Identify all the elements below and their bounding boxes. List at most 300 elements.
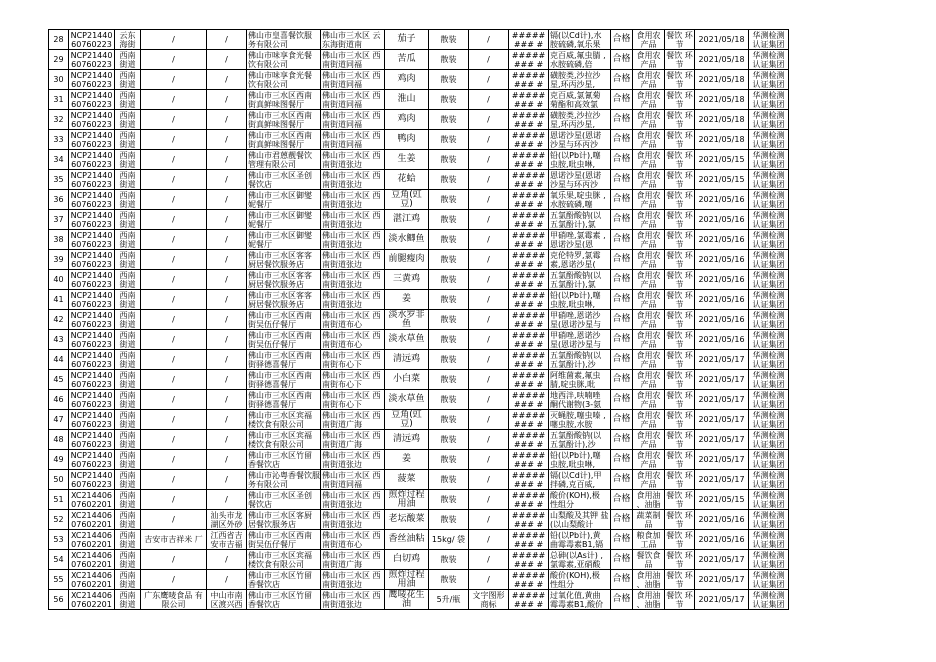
testing-agency-cell: 华测检测 认证集团 <box>749 90 789 110</box>
sampling-stage-cell: 餐饮 环节 <box>666 150 693 169</box>
row-number-cell: 42 <box>49 310 69 330</box>
sampled-unit-name-cell: 佛山市三水区圣创 餐饮店 <box>247 490 321 510</box>
manufacturer-name-cell: / <box>141 290 207 310</box>
production-date-cell: ######## # <box>509 510 549 530</box>
sampling-stage-cell: 餐饮 环节 <box>666 410 693 429</box>
production-date-cell: ######## # <box>509 30 549 50</box>
result-cell: 合格 <box>611 370 633 390</box>
manufacturer-name-cell: / <box>141 190 207 210</box>
manufacturer-address-cell: / <box>207 190 247 210</box>
test-items-cell: 五氯酚酸钠(以 五氯酚计),沙 <box>549 430 611 450</box>
sampling-date-cell: 2021/05/15 <box>695 170 749 190</box>
food-category-cell: 食用农 产品 <box>633 390 665 410</box>
manufacturer-address-cell: / <box>207 370 247 390</box>
sampling-date-cell: 2021/05/18 <box>695 90 749 110</box>
row-number-cell: 40 <box>49 270 69 290</box>
manufacturer-address-cell: / <box>207 230 247 250</box>
production-date-cell: ######## # <box>509 110 549 130</box>
manufacturer-address-cell: / <box>207 210 247 230</box>
production-date-cell: ######## # <box>509 50 549 70</box>
food-category-cell: 食用油 、油脂 <box>633 490 665 510</box>
production-date-cell: ######## # <box>509 470 549 490</box>
result-cell: 合格 <box>611 290 633 310</box>
food-category-cell: 食用农 产品 <box>633 230 665 250</box>
manufacturer-name-cell: / <box>141 90 207 110</box>
district-cell: 西南 街道 <box>115 230 141 250</box>
specification-cell: 散装 <box>429 290 469 310</box>
sample-name-cell: 淮山 <box>385 90 429 110</box>
testing-agency-cell: 华测检测 认证集团 <box>749 170 789 190</box>
manufacturer-address-cell: / <box>207 90 247 110</box>
result-cell: 合格 <box>611 230 633 250</box>
sample-code-cell: NCP21440 60760223 <box>69 450 115 470</box>
production-date-cell: ######## # <box>509 450 549 470</box>
result-cell: 合格 <box>611 530 633 550</box>
sample-code-cell: XC214406 07602201 <box>69 510 115 530</box>
food-category-cell: 食用农 产品 <box>633 430 665 450</box>
specification-cell: 散装 <box>429 430 469 450</box>
row-number-cell: 29 <box>49 50 69 70</box>
test-items-cell: 克百威,氯氰菊 菊酯和高效氯 <box>549 90 611 110</box>
sampled-unit-address-cell: 佛山市三水区 西南街道张边 <box>321 170 385 190</box>
food-category-cell: 食用农 产品 <box>633 90 665 110</box>
food-category-cell: 食用农 产品 <box>633 210 665 230</box>
specification-cell: 散装 <box>429 470 469 490</box>
table-row <box>49 230 789 250</box>
table-row <box>49 330 789 350</box>
row-number-cell: 53 <box>49 530 69 550</box>
sample-code-cell: XC214406 07602201 <box>69 550 115 570</box>
table-row <box>49 310 789 330</box>
trademark-cell: / <box>469 570 509 590</box>
trademark-cell: / <box>469 210 509 230</box>
manufacturer-address-cell: / <box>207 430 247 450</box>
food-category-cell: 食用农 产品 <box>633 270 665 290</box>
manufacturer-name-cell: / <box>141 370 207 390</box>
manufacturer-address-cell: / <box>207 270 247 290</box>
sampling-stage-cell: 餐饮 环节 <box>666 550 693 569</box>
manufacturer-address-cell: / <box>207 410 247 430</box>
district-cell: 西南 街道 <box>115 270 141 290</box>
sampled-unit-address-cell: 佛山市三水区 西南街道布心 <box>321 530 385 550</box>
sampled-unit-name-cell: 佛山市三水区西南 街真鲜味图餐厅 <box>247 110 321 130</box>
manufacturer-address-cell: / <box>207 170 247 190</box>
test-items-cell: 磺胺类,沙拉沙 星,环丙沙星, <box>549 110 611 130</box>
table-row <box>49 270 789 290</box>
food-category-cell: 餐饮食 品 <box>633 550 665 570</box>
testing-agency-cell: 华测检测 认证集团 <box>749 230 789 250</box>
test-items-cell: 恩诺沙星(恩诺 沙星与环丙沙 <box>549 170 611 190</box>
specification-cell: 散装 <box>429 310 469 330</box>
trademark-cell: / <box>469 230 509 250</box>
specification-cell: 散装 <box>429 170 469 190</box>
sampling-date-cell: 2021/05/16 <box>695 290 749 310</box>
trademark-cell: / <box>469 370 509 390</box>
manufacturer-name-cell: / <box>141 250 207 270</box>
specification-cell: 散装 <box>429 210 469 230</box>
sampled-unit-name-cell: 佛山市三水区西南 街吴伍仔餐厅 <box>247 310 321 330</box>
sampling-stage-cell: 餐饮 环节 <box>666 530 693 549</box>
table-row <box>49 350 789 370</box>
sample-name-cell: 淡水罗非 鱼 <box>385 310 429 330</box>
test-items-cell: 总砷(以As计) ,氯霉素,亚硝酸 <box>549 550 611 570</box>
result-cell: 合格 <box>611 430 633 450</box>
testing-agency-cell: 华测检测 认证集团 <box>749 530 789 550</box>
manufacturer-name-cell: / <box>141 350 207 370</box>
sampling-stage-cell: 餐饮 环节 <box>666 270 693 289</box>
test-items-cell: 过氧化值,黄曲 霉毒素B1,酸价 <box>549 590 611 610</box>
sample-name-cell: 鹰唛花生 油 <box>385 590 429 610</box>
manufacturer-name-cell: / <box>141 150 207 170</box>
specification-cell: 散装 <box>429 510 469 530</box>
test-items-cell: 阿维菌素,氟虫 腈,啶虫脒,吡 <box>549 370 611 390</box>
sampling-date-cell: 2021/05/17 <box>695 450 749 470</box>
trademark-cell: 文字图形 商标 <box>469 590 509 610</box>
sampled-unit-name-cell: 佛山市三水区西南 街吴伍仔餐厅 <box>247 530 321 550</box>
sampling-date-cell: 2021/05/15 <box>695 490 749 510</box>
sample-name-cell: 煎炸过程 用油 <box>385 570 429 590</box>
sampling-date-cell: 2021/05/17 <box>695 410 749 430</box>
sampled-unit-name-cell: 佛山市三水区御燮 妮餐厅 <box>247 190 321 210</box>
row-number-cell: 49 <box>49 450 69 470</box>
result-cell: 合格 <box>611 550 633 570</box>
table-row <box>49 590 789 610</box>
sample-code-cell: NCP21440 60760223 <box>69 190 115 210</box>
production-date-cell: ######## # <box>509 430 549 450</box>
sample-code-cell: NCP21440 60760223 <box>69 150 115 170</box>
sampling-stage-cell: 餐饮 环节 <box>666 250 693 269</box>
sampled-unit-name-cell: 佛山市皇喜餐饮服 务有限公司 <box>247 30 321 50</box>
specification-cell: 散装 <box>429 50 469 70</box>
sampled-unit-address-cell: 佛山市三水区 西南街道张边 <box>321 270 385 290</box>
specification-cell: 5升/瓶 <box>429 590 469 610</box>
manufacturer-address-cell: / <box>207 130 247 150</box>
table-row <box>49 390 789 410</box>
test-items-cell: 克伦特罗,氯霉 素,恩诺沙星( <box>549 250 611 270</box>
sample-code-cell: NCP21440 60760223 <box>69 410 115 430</box>
district-cell: 西南 街道 <box>115 330 141 350</box>
production-date-cell: ######## # <box>509 390 549 410</box>
district-cell: 西南 街道 <box>115 590 141 610</box>
specification-cell: 散装 <box>429 30 469 50</box>
result-cell: 合格 <box>611 590 633 610</box>
sampling-date-cell: 2021/05/16 <box>695 530 749 550</box>
sampling-date-cell: 2021/05/18 <box>695 70 749 90</box>
table-row <box>49 470 789 490</box>
row-number-cell: 52 <box>49 510 69 530</box>
sampling-date-cell: 2021/05/17 <box>695 590 749 610</box>
sampled-unit-address-cell: 佛山市三水区 云东海街道南 <box>321 30 385 50</box>
inspection-results-table <box>48 29 789 610</box>
sampled-unit-address-cell: 佛山市三水区 西南街道广海 <box>321 550 385 570</box>
sampling-date-cell: 2021/05/18 <box>695 110 749 130</box>
food-category-cell: 食用农 产品 <box>633 350 665 370</box>
sampling-stage-cell: 餐饮 环节 <box>666 510 693 529</box>
sample-name-cell: 白切鸡 <box>385 550 429 570</box>
test-items-cell: 氧乐果,啶虫脒 ,水胺硫磷,噻 <box>549 190 611 210</box>
sampled-unit-address-cell: 佛山市三水区 西南街布心下 <box>321 350 385 370</box>
sample-code-cell: NCP21440 60760223 <box>69 210 115 230</box>
sampled-unit-name-cell: 佛山市三水区西南 街吴伍仔餐厅 <box>247 330 321 350</box>
sampled-unit-name-cell: 佛山市三水区竹留 香餐饮店 <box>247 590 321 610</box>
sampling-date-cell: 2021/05/16 <box>695 270 749 290</box>
test-items-cell: 五氯酚酸钠(以 五氯酚计),氯 <box>549 210 611 230</box>
sample-name-cell: 小白菜 <box>385 370 429 390</box>
trademark-cell: / <box>469 390 509 410</box>
row-number-cell: 48 <box>49 430 69 450</box>
trademark-cell: / <box>469 430 509 450</box>
manufacturer-address-cell: 中山市南 区渡兴西 <box>207 590 247 610</box>
trademark-cell: / <box>469 350 509 370</box>
result-cell: 合格 <box>611 190 633 210</box>
district-cell: 西南 街道 <box>115 530 141 550</box>
result-cell: 合格 <box>611 270 633 290</box>
production-date-cell: ######## # <box>509 370 549 390</box>
testing-agency-cell: 华测检测 认证集团 <box>749 350 789 370</box>
sample-name-cell: 煎炸过程 用油 <box>385 490 429 510</box>
sampling-stage-cell: 餐饮 环节 <box>666 490 693 509</box>
manufacturer-name-cell: / <box>141 430 207 450</box>
manufacturer-address-cell: / <box>207 350 247 370</box>
manufacturer-name-cell: / <box>141 30 207 50</box>
district-cell: 西南 街道 <box>115 490 141 510</box>
production-date-cell: ######## # <box>509 70 549 90</box>
production-date-cell: ######## # <box>509 130 549 150</box>
table-row <box>49 510 789 530</box>
manufacturer-address-cell: 汕头市龙 湖区外砂 <box>207 510 247 530</box>
specification-cell: 散装 <box>429 110 469 130</box>
result-cell: 合格 <box>611 490 633 510</box>
testing-agency-cell: 华测检测 认证集团 <box>749 290 789 310</box>
result-cell: 合格 <box>611 50 633 70</box>
testing-agency-cell: 华测检测 认证集团 <box>749 130 789 150</box>
sampled-unit-name-cell: 佛山市三水区西南 街驿德喜餐厅 <box>247 350 321 370</box>
district-cell: 云东 海街 <box>115 30 141 50</box>
table-row <box>49 30 789 50</box>
specification-cell: 散装 <box>429 190 469 210</box>
sampled-unit-name-cell: 佛山市三水区竹留 香餐饮店 <box>247 570 321 590</box>
specification-cell: 散装 <box>429 570 469 590</box>
food-category-cell: 食用油 、油脂 <box>633 570 665 590</box>
sampling-date-cell: 2021/05/18 <box>695 50 749 70</box>
trademark-cell: / <box>469 410 509 430</box>
manufacturer-name-cell: / <box>141 270 207 290</box>
district-cell: 西南 街道 <box>115 430 141 450</box>
table-row <box>49 50 789 70</box>
food-category-cell: 食用农 产品 <box>633 250 665 270</box>
trademark-cell: / <box>469 250 509 270</box>
manufacturer-name-cell: / <box>141 310 207 330</box>
production-date-cell: ######## # <box>509 230 549 250</box>
production-date-cell: ######## # <box>509 590 549 610</box>
manufacturer-address-cell: 江西省吉 安市吉福 <box>207 530 247 550</box>
district-cell: 西南 街道 <box>115 210 141 230</box>
sampling-stage-cell: 餐饮 环节 <box>666 370 693 389</box>
sampled-unit-address-cell: 佛山市三水区 西南街道布心 <box>321 330 385 350</box>
table-row <box>49 430 789 450</box>
district-cell: 西南 街道 <box>115 50 141 70</box>
food-category-cell: 食用农 产品 <box>633 310 665 330</box>
sample-code-cell: NCP21440 60760223 <box>69 70 115 90</box>
sample-code-cell: XC214406 07602201 <box>69 490 115 510</box>
sample-name-cell: 三黄鸡 <box>385 270 429 290</box>
production-date-cell: ######## # <box>509 310 549 330</box>
sampling-stage-cell: 餐饮 环节 <box>666 210 693 229</box>
sampling-date-cell: 2021/05/17 <box>695 470 749 490</box>
row-number-cell: 34 <box>49 150 69 170</box>
district-cell: 西南 街道 <box>115 350 141 370</box>
testing-agency-cell: 华测检测 认证集团 <box>749 590 789 610</box>
test-items-cell: 克百威,氟虫腈 ,水胺硫磷,倍 <box>549 50 611 70</box>
row-number-cell: 37 <box>49 210 69 230</box>
manufacturer-address-cell: / <box>207 550 247 570</box>
sampled-unit-address-cell: 佛山市三水区 西南街道张边 <box>321 290 385 310</box>
district-cell: 西南 街道 <box>115 290 141 310</box>
sampling-date-cell: 2021/05/17 <box>695 430 749 450</box>
sampling-date-cell: 2021/05/17 <box>695 570 749 590</box>
sampled-unit-address-cell: 佛山市三水区 西南街道布心 <box>321 310 385 330</box>
trademark-cell: / <box>469 450 509 470</box>
test-items-cell: 镉(以Cd计),水 胺硫磷,氧乐果 <box>549 30 611 50</box>
manufacturer-address-cell: / <box>207 290 247 310</box>
testing-agency-cell: 华测检测 认证集团 <box>749 270 789 290</box>
sample-name-cell: 香丝油粘 <box>385 530 429 550</box>
district-cell: 西南 街道 <box>115 550 141 570</box>
sampling-stage-cell: 餐饮 环节 <box>666 590 693 609</box>
specification-cell: 散装 <box>429 270 469 290</box>
sampling-stage-cell: 餐饮 环节 <box>666 570 693 589</box>
sampled-unit-address-cell: 佛山市三水区 西南街道同福 <box>321 70 385 90</box>
sampled-unit-address-cell: 佛山市三水区 西南街道张边 <box>321 450 385 470</box>
food-category-cell: 食用农 产品 <box>633 190 665 210</box>
table-row <box>49 550 789 570</box>
district-cell: 西南 街道 <box>115 410 141 430</box>
district-cell: 西南 街道 <box>115 450 141 470</box>
result-cell: 合格 <box>611 130 633 150</box>
sampling-stage-cell: 餐饮 环节 <box>666 110 693 129</box>
manufacturer-address-cell: / <box>207 570 247 590</box>
result-cell: 合格 <box>611 570 633 590</box>
testing-agency-cell: 华测检测 认证集团 <box>749 570 789 590</box>
specification-cell: 散装 <box>429 130 469 150</box>
manufacturer-name-cell: / <box>141 130 207 150</box>
sample-code-cell: NCP21440 60760223 <box>69 350 115 370</box>
manufacturer-address-cell: / <box>207 330 247 350</box>
row-number-cell: 38 <box>49 230 69 250</box>
trademark-cell: / <box>469 150 509 170</box>
sample-code-cell: NCP21440 60760223 <box>69 470 115 490</box>
test-items-cell: 镉(以Cd计),甲 拌磷,克百威, <box>549 470 611 490</box>
table-row <box>49 130 789 150</box>
food-category-cell: 食用农 产品 <box>633 130 665 150</box>
testing-agency-cell: 华测检测 认证集团 <box>749 50 789 70</box>
trademark-cell: / <box>469 70 509 90</box>
sampling-stage-cell: 餐饮 环节 <box>666 470 693 489</box>
testing-agency-cell: 华测检测 认证集团 <box>749 330 789 350</box>
result-cell: 合格 <box>611 90 633 110</box>
testing-agency-cell: 华测检测 认证集团 <box>749 310 789 330</box>
manufacturer-name-cell: / <box>141 550 207 570</box>
manufacturer-address-cell: / <box>207 490 247 510</box>
testing-agency-cell: 华测检测 认证集团 <box>749 110 789 130</box>
food-category-cell: 食用农 产品 <box>633 70 665 90</box>
table-row <box>49 210 789 230</box>
result-cell: 合格 <box>611 350 633 370</box>
sampling-date-cell: 2021/05/18 <box>695 130 749 150</box>
row-number-cell: 44 <box>49 350 69 370</box>
testing-agency-cell: 华测检测 认证集团 <box>749 490 789 510</box>
food-category-cell: 食用农 产品 <box>633 470 665 490</box>
sampled-unit-address-cell: 佛山市三水区 西南街道同福 <box>321 130 385 150</box>
testing-agency-cell: 华测检测 认证集团 <box>749 370 789 390</box>
sampling-stage-cell: 餐饮 环节 <box>666 350 693 369</box>
manufacturer-name-cell: 吉安市吉祥米 厂 <box>141 530 207 550</box>
sampled-unit-address-cell: 佛山市三水区 西南街道广海 <box>321 410 385 430</box>
trademark-cell: / <box>469 270 509 290</box>
sampling-stage-cell: 餐饮 环节 <box>666 30 693 49</box>
sample-code-cell: NCP21440 60760223 <box>69 110 115 130</box>
sampled-unit-address-cell: 佛山市三水区 西南街道张边 <box>321 590 385 610</box>
result-cell: 合格 <box>611 330 633 350</box>
result-cell: 合格 <box>611 30 633 50</box>
sampled-unit-address-cell: 佛山市三水区 西南街道张边 <box>321 150 385 170</box>
table-row <box>49 70 789 90</box>
sampled-unit-address-cell: 佛山市三水区 西南街布心下 <box>321 370 385 390</box>
manufacturer-address-cell: / <box>207 70 247 90</box>
sampling-stage-cell: 餐饮 环节 <box>666 50 693 69</box>
result-cell: 合格 <box>611 510 633 530</box>
specification-cell: 散装 <box>429 230 469 250</box>
row-number-cell: 51 <box>49 490 69 510</box>
result-cell: 合格 <box>611 390 633 410</box>
specification-cell: 散装 <box>429 390 469 410</box>
trademark-cell: / <box>469 50 509 70</box>
sampling-date-cell: 2021/05/16 <box>695 210 749 230</box>
testing-agency-cell: 华测检测 认证集团 <box>749 410 789 430</box>
sampled-unit-address-cell: 佛山市三水区 西南街道张边 <box>321 190 385 210</box>
row-number-cell: 47 <box>49 410 69 430</box>
sample-code-cell: NCP21440 60760223 <box>69 370 115 390</box>
sampled-unit-name-cell: 佛山市三水区客客 厨居餐饮服务店 <box>247 250 321 270</box>
district-cell: 西南 街道 <box>115 70 141 90</box>
result-cell: 合格 <box>611 470 633 490</box>
testing-agency-cell: 华测检测 认证集团 <box>749 430 789 450</box>
table-row <box>49 450 789 470</box>
testing-agency-cell: 华测检测 认证集团 <box>749 250 789 270</box>
result-cell: 合格 <box>611 450 633 470</box>
trademark-cell: / <box>469 550 509 570</box>
production-date-cell: ######## # <box>509 350 549 370</box>
district-cell: 西南 街道 <box>115 110 141 130</box>
manufacturer-address-cell: / <box>207 250 247 270</box>
test-items-cell: 山梨酸及其钾 盐(以山梨酸计 <box>550 510 609 529</box>
sampling-date-cell: 2021/05/16 <box>695 330 749 350</box>
specification-cell: 散装 <box>429 90 469 110</box>
sample-name-cell: 苦瓜 <box>385 50 429 70</box>
production-date-cell: ######## # <box>509 490 549 510</box>
row-number-cell: 31 <box>49 90 69 110</box>
sampling-date-cell: 2021/05/17 <box>695 550 749 570</box>
production-date-cell: ######## # <box>509 410 549 430</box>
production-date-cell: ######## # <box>509 210 549 230</box>
test-items-cell: 铅(以Pb计),噻 虫胺,吡虫啉, <box>549 450 611 470</box>
sampled-unit-name-cell: 佛山市三水区竹留 香餐饮店 <box>247 450 321 470</box>
food-category-cell: 食用农 产品 <box>633 410 665 430</box>
production-date-cell: ######## # <box>509 190 549 210</box>
district-cell: 西南 街道 <box>115 150 141 170</box>
sampled-unit-name-cell: 佛山市三水区宾福 楼饮食有限公司 <box>247 410 321 430</box>
row-number-cell: 50 <box>49 470 69 490</box>
